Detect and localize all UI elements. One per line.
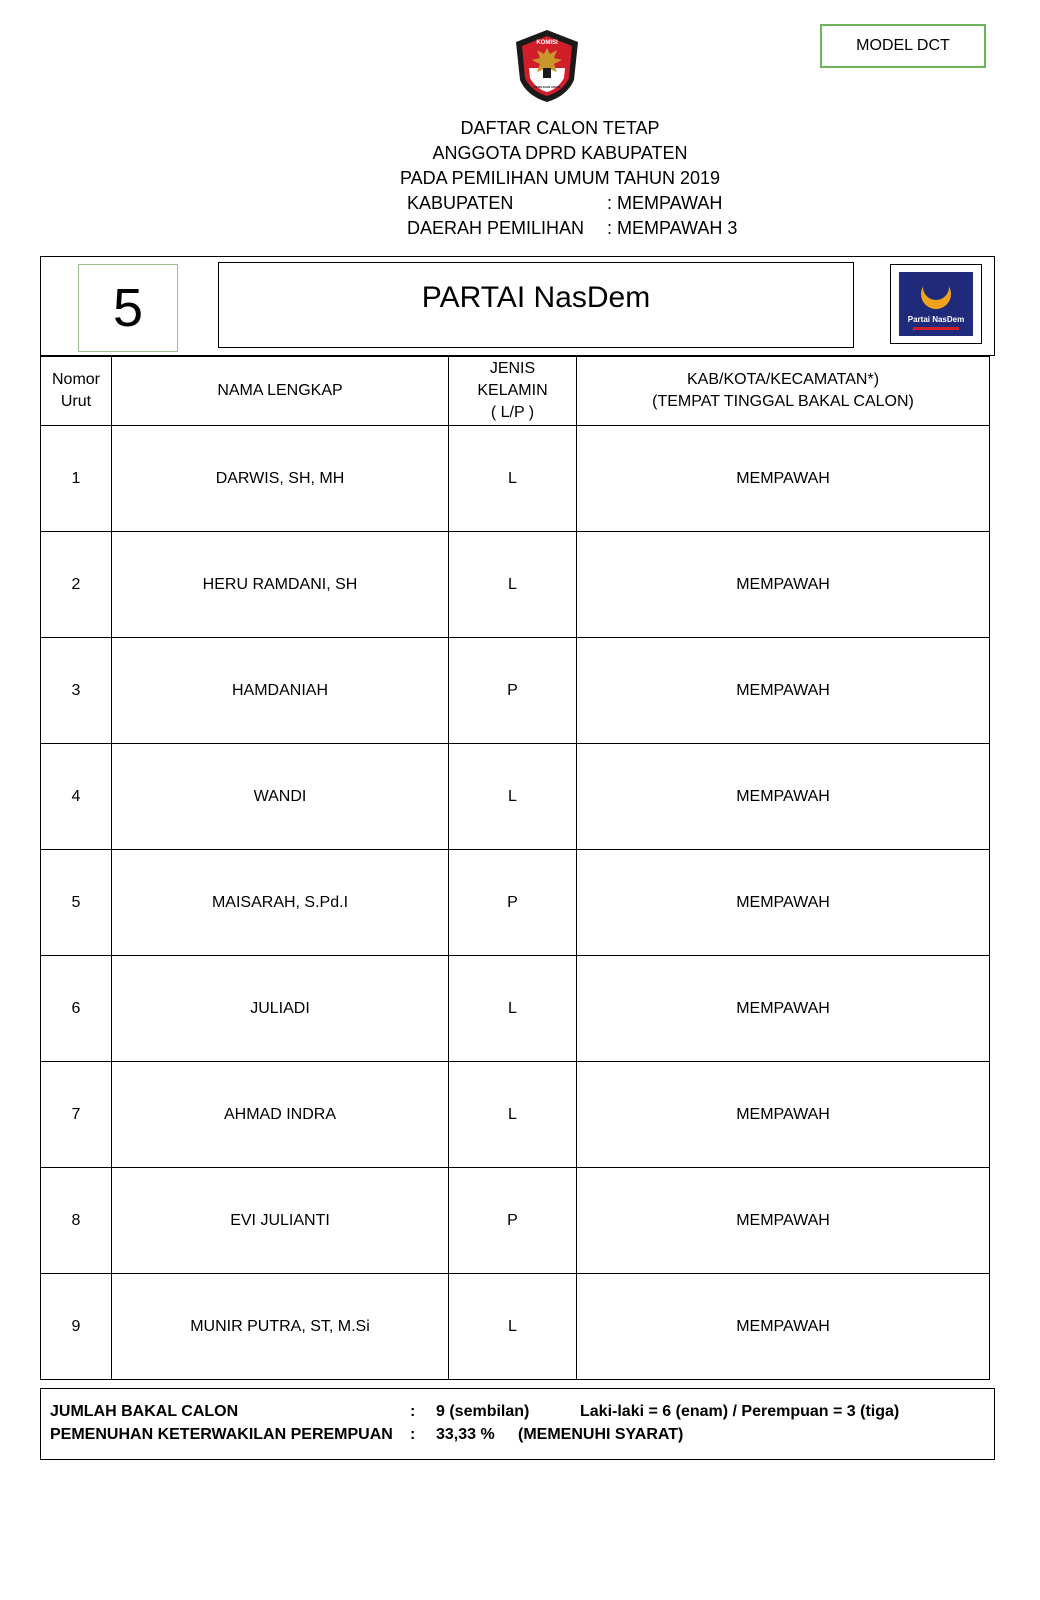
- cell-gender: L: [449, 1274, 577, 1380]
- col-header-gender-line2: KELAMIN: [477, 382, 548, 399]
- summary-women-status: (MEMENUHI SYARAT): [518, 1426, 684, 1443]
- table-row: [41, 956, 990, 1062]
- kpu-logo-bottom-text: PEMILIHAN UMUM: [533, 85, 561, 89]
- cell-number: 6: [41, 956, 112, 1062]
- cell-gender: L: [449, 1062, 577, 1168]
- summary-box: [40, 1388, 995, 1460]
- header-election: PADA PEMILIHAN UMUM TAHUN 2019: [399, 168, 721, 188]
- cell-number: 7: [41, 1062, 112, 1168]
- cell-number: 9: [41, 1274, 112, 1380]
- cell-number: 4: [41, 744, 112, 850]
- cell-name: AHMAD INDRA: [112, 1062, 449, 1168]
- cell-gender: P: [449, 850, 577, 956]
- cell-gender: L: [449, 426, 577, 532]
- dapil-label: DAERAH PEMILIHAN: [407, 218, 585, 238]
- cell-residence: MEMPAWAH: [577, 532, 990, 638]
- cell-name: MUNIR PUTRA, ST, M.Si: [112, 1274, 449, 1380]
- cell-name: JULIADI: [112, 956, 449, 1062]
- header-dapil: [380, 216, 740, 241]
- cell-name: HAMDANIAH: [112, 638, 449, 744]
- kpu-logo: [512, 28, 582, 104]
- cell-residence: MEMPAWAH: [577, 1274, 990, 1380]
- table-row: [41, 532, 990, 638]
- summary-total-value: 9 (sembilan): [436, 1403, 530, 1420]
- header-subtitle: ANGGOTA DPRD KABUPATEN: [432, 143, 688, 163]
- nasdem-logo: [899, 272, 973, 336]
- party-name: PARTAI NasDem: [218, 262, 854, 348]
- cell-residence: MEMPAWAH: [577, 1168, 990, 1274]
- kabupaten-label: KABUPATEN: [407, 193, 514, 213]
- cell-gender: L: [449, 956, 577, 1062]
- table-row: [41, 744, 990, 850]
- cell-gender: L: [449, 744, 577, 850]
- col-header-gender: [449, 357, 577, 426]
- cell-gender: L: [449, 532, 577, 638]
- cell-name: DARWIS, SH, MH: [112, 426, 449, 532]
- col-header-gender-line1: JENIS: [489, 360, 536, 377]
- cell-residence: MEMPAWAH: [577, 744, 990, 850]
- cell-name: WANDI: [112, 744, 449, 850]
- summary-total-separator: :: [410, 1403, 416, 1420]
- table-row: [41, 1274, 990, 1380]
- table-row: [41, 1168, 990, 1274]
- candidate-table: [40, 356, 990, 1380]
- cell-number: 1: [41, 426, 112, 532]
- col-header-residence: [577, 357, 990, 426]
- cell-number: 5: [41, 850, 112, 956]
- cell-number: 2: [41, 532, 112, 638]
- header-title: DAFTAR CALON TETAP: [460, 118, 660, 138]
- kabupaten-value: : MEMPAWAH: [607, 193, 723, 213]
- col-header-number: [41, 357, 112, 426]
- nasdem-logo-text: Partai NasDem: [907, 315, 965, 324]
- summary-women-separator: :: [410, 1426, 416, 1443]
- cell-gender: P: [449, 1168, 577, 1274]
- cell-residence: MEMPAWAH: [577, 638, 990, 744]
- col-header-name: NAMA LENGKAP: [112, 357, 449, 426]
- summary-total-row: [50, 1403, 899, 1425]
- document-header: [380, 116, 740, 241]
- dapil-value: : MEMPAWAH 3: [607, 218, 738, 238]
- summary-women-label: PEMENUHAN KETERWAKILAN PEREMPUAN: [50, 1426, 393, 1443]
- col-header-gender-line3: ( L/P ): [490, 404, 535, 421]
- cell-name: MAISARAH, S.Pd.I: [112, 850, 449, 956]
- kpu-logo-top-text: KOMISI: [536, 40, 558, 46]
- header-kabupaten: [380, 191, 740, 216]
- summary-women-row: [50, 1426, 683, 1448]
- summary-gender-breakdown: Laki-laki = 6 (enam) / Perempuan = 3 (tiga): [580, 1403, 900, 1420]
- cell-name: EVI JULIANTI: [112, 1168, 449, 1274]
- table-row: [41, 850, 990, 956]
- table-header-row: [41, 357, 990, 426]
- cell-residence: MEMPAWAH: [577, 1062, 990, 1168]
- col-header-residence-line1: KAB/KOTA/KECAMATAN*): [686, 371, 880, 388]
- model-label: MODEL DCT: [820, 24, 986, 68]
- cell-number: 3: [41, 638, 112, 744]
- cell-name: HERU RAMDANI, SH: [112, 532, 449, 638]
- cell-residence: MEMPAWAH: [577, 850, 990, 956]
- col-header-number-line2: Urut: [60, 393, 92, 410]
- summary-total-label: JUMLAH BAKAL CALON: [50, 1403, 239, 1420]
- party-number: 5: [78, 264, 178, 352]
- summary-women-percentage: 33,33 %: [436, 1426, 495, 1443]
- table-row: [41, 638, 990, 744]
- cell-residence: MEMPAWAH: [577, 426, 990, 532]
- cell-gender: P: [449, 638, 577, 744]
- table-row: [41, 426, 990, 532]
- table-row: [41, 1062, 990, 1168]
- cell-residence: MEMPAWAH: [577, 956, 990, 1062]
- cell-number: 8: [41, 1168, 112, 1274]
- party-logo-frame: [890, 264, 982, 344]
- col-header-number-line1: Nomor: [51, 371, 100, 388]
- col-header-residence-line2: (TEMPAT TINGGAL BAKAL CALON): [652, 393, 914, 410]
